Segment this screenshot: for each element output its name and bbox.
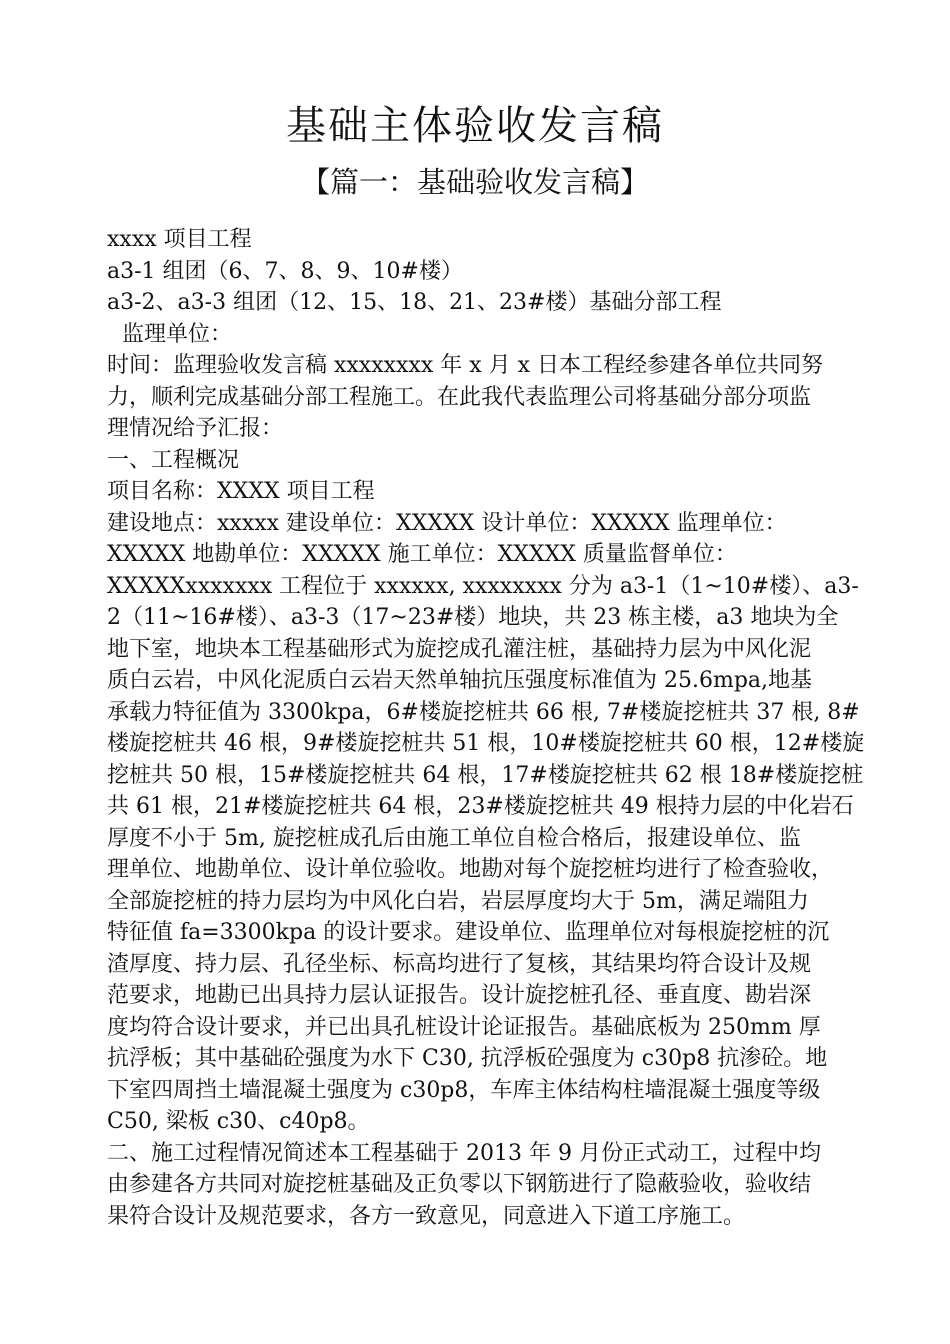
body-line: 由参建各方共同对旋挖桩基础及正负零以下钢筋进行了隐蔽验收，验收结	[107, 1172, 812, 1197]
section-heading-overview: 一、工程概况	[107, 447, 240, 473]
body-line: 项目名称：XXXX 项目工程	[107, 479, 375, 504]
body-line: 挖桩共 50 根，15#楼旋挖桩共 64 根，17#楼旋挖桩共 62 根 18#楼旋挖桩	[107, 762, 864, 788]
body-line: 时间：监理验收发言稿 xxxxxxxx 年 x 月 x 日本工程经参建各单位共同努	[107, 353, 824, 378]
body-line: 下室四周挡土墙混凝土强度为 c30p8，车库主体结构柱墙混凝土强度等级	[107, 1077, 821, 1103]
body-line: 厚度不小于 5m, 旋挖桩成孔后由施工单位自检合格后，报建设单位、监	[107, 825, 801, 851]
body-line: 渣厚度、持力层、孔径坐标、标高均进行了复核，其结果均符合设计及规	[107, 951, 812, 977]
body-line: 理情况给予汇报：	[107, 416, 284, 441]
body-line: 地下室，地块本工程基础形式为旋挖成孔灌注桩，基础持力层为中风化泥	[107, 636, 812, 662]
body-line: 2（11~16#楼）、a3-3（17~23#楼）地块，共 23 栋主楼，a3 地块为全	[107, 605, 839, 630]
body-line-group-a3-1: a3-1 组团（6、7、8、9、10#楼）	[107, 258, 463, 284]
body-line: 度均符合设计要求，并已出具孔桩设计论证报告。基础底板为 250mm 厚	[107, 1014, 821, 1040]
section-heading-process: 二、施工过程情况简述本工程基础于 2013 年 9 月份正式动工，过程中均	[107, 1140, 821, 1166]
body-line: 建设地点：xxxxx 建设单位：XXXXX 设计单位：XXXXX 监理单位：	[107, 510, 787, 536]
body-line: 质白云岩，中风化泥质白云岩天然单轴抗压强度标准值为 25.6mpa,地基	[107, 668, 813, 693]
body-line: XXXXXxxxxxxx 工程位于 xxxxxx, xxxxxxxx 分为 a3-1（1~10#楼）、a3-	[107, 573, 859, 599]
body-line: 果符合设计及规范要求，各方一致意见，同意进入下道工序施工。	[107, 1203, 746, 1229]
document-subtitle: 【篇一：基础验收发言稿】	[300, 165, 649, 199]
body-line: XXXXX 地勘单位：XXXXX 施工单位：XXXXX 质量监督单位：	[107, 542, 737, 567]
body-line: 共 61 根，21#楼旋挖桩共 64 根，23#楼旋挖桩共 49 根持力层的中化岩石	[107, 794, 854, 819]
document-body	[107, 224, 867, 1232]
body-line: 特征值 fa=3300kpa 的设计要求。建设单位、监理单位对每根旋挖桩的沉	[107, 920, 830, 945]
body-line: 理单位、地勘单位、设计单位验收。地勘对每个旋挖桩均进行了检查验收，	[107, 857, 834, 882]
body-line-group-a3-2: a3-2、a3-3 组团（12、15、18、21、23#楼）基础分部工程	[107, 290, 722, 315]
body-line-project: xxxx 项目工程	[107, 227, 252, 252]
body-line-supervisor: 监理单位：	[122, 321, 233, 347]
body-line: 范要求，地勘已出具持力层认证报告。设计旋挖桩孔径、垂直度、勘岩深	[107, 983, 812, 1008]
body-line: C50, 梁板 c30、c40p8。	[107, 1109, 370, 1134]
document-title: 基础主体验收发言稿	[286, 103, 664, 149]
body-line: 抗浮板；其中基础砼强度为水下 C30, 抗浮板砼强度为 c30p8 抗渗砼。地	[107, 1046, 828, 1071]
body-line: 楼旋挖桩共 46 根，9#楼旋挖桩共 51 根，10#楼旋挖桩共 60 根，12#楼旋	[107, 731, 865, 756]
body-line: 承载力特征值为 3300kpa，6#楼旋挖桩共 66 根, 7#楼旋挖桩共 37 根, 8#	[107, 699, 860, 725]
body-line: 力，顺利完成基础分部工程施工。在此我代表监理公司将基础分部分项监	[107, 384, 812, 410]
body-line: 全部旋挖桩的持力层均为中风化白岩，岩层厚度均大于 5m，满足端阻力	[107, 888, 809, 914]
